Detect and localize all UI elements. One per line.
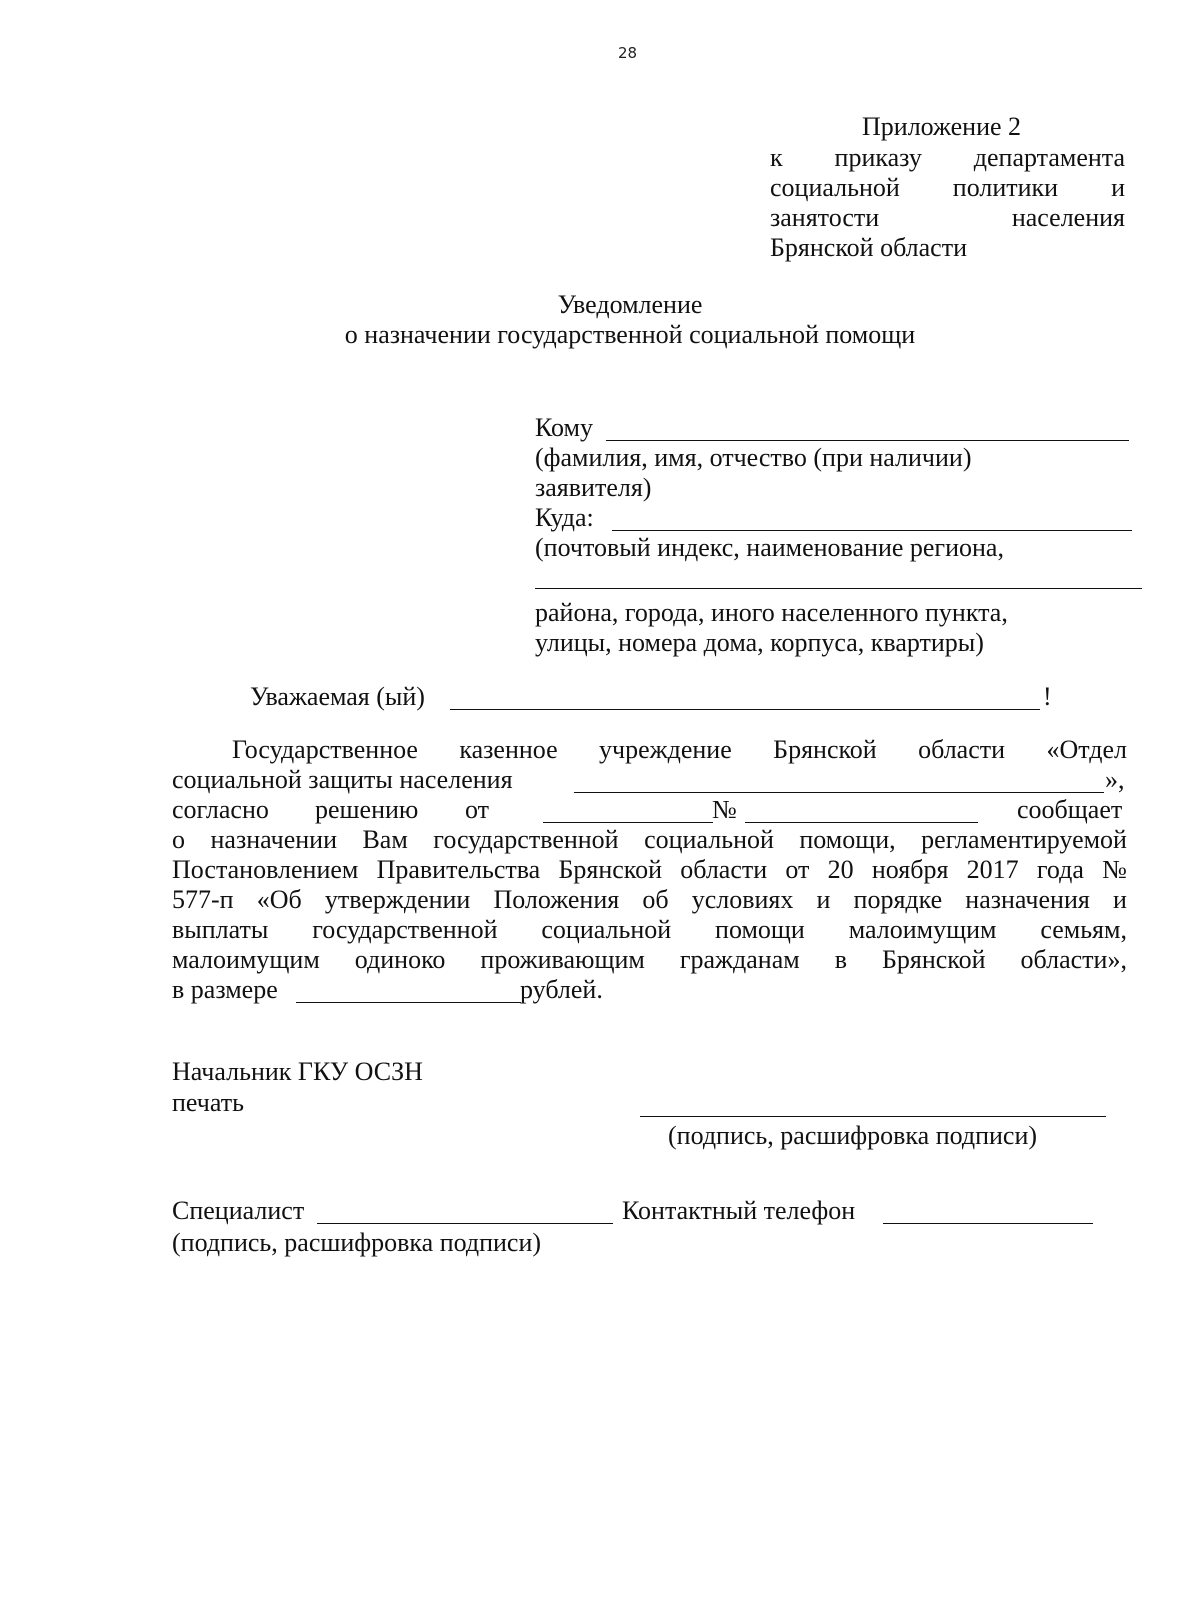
body-line-3-word-2: решению: [315, 795, 419, 824]
specialist-signature-hint: (подпись, расшифровка подписи): [172, 1228, 542, 1257]
department-field[interactable]: [574, 792, 1104, 793]
greeting-name-field[interactable]: [450, 709, 1040, 710]
to-hint-2: заявителя): [535, 473, 652, 502]
appendix-line-4: Брянской области: [770, 233, 967, 262]
body-line-3-number-sign: №: [712, 795, 737, 824]
where-label: Куда:: [535, 503, 594, 532]
to-hint-1: (фамилия, имя, отчество (при наличии): [535, 443, 972, 472]
appendix-line-3: занятости населения: [770, 203, 1125, 232]
greeting-label: Уважаемая (ый): [250, 682, 425, 711]
phone-field[interactable]: [883, 1223, 1093, 1224]
body-line-1: Государственное казенное учреждение Брянской области «Отдел: [232, 735, 1127, 764]
stamp-label: печать: [172, 1088, 244, 1117]
to-label: Кому: [535, 413, 594, 442]
specialist-label: Специалист: [172, 1196, 305, 1225]
body-line-9-end: рублей.: [520, 975, 603, 1004]
page-number: 28: [618, 44, 638, 62]
body-line-7: выплаты государственной социальной помощи малоимущим семьям,: [172, 915, 1127, 944]
head-signature-field[interactable]: [640, 1116, 1106, 1117]
body-line-2-label: социальной защиты населения: [172, 765, 513, 794]
body-line-5: Постановлением Правительства Брянской области от 20 ноября 2017 года №: [172, 855, 1127, 884]
heading-title: Уведомление: [557, 290, 703, 319]
where-hint-1: (почтовый индекс, наименование региона,: [535, 533, 1004, 562]
appendix-line-1: к приказу департамента: [770, 143, 1125, 172]
where-field-2[interactable]: [535, 588, 1142, 589]
body-line-2-end: »,: [1105, 765, 1125, 794]
head-title: Начальник ГКУ ОСЗН: [172, 1057, 423, 1086]
body-line-3-word-1: согласно: [172, 795, 269, 824]
amount-field[interactable]: [296, 1002, 521, 1003]
body-line-9-label: в размере: [172, 975, 278, 1004]
where-field[interactable]: [612, 530, 1132, 531]
body-line-4: о назначении Вам государственной социальной помощи, регламентируемой: [172, 825, 1127, 854]
decision-date-field[interactable]: [543, 822, 713, 823]
heading-subtitle: о назначении государственной социальной помощи: [344, 320, 916, 349]
to-field[interactable]: [606, 440, 1129, 441]
decision-number-field[interactable]: [745, 822, 978, 823]
body-line-3-word-3: от: [465, 795, 490, 824]
appendix-line-2: социальной политики и: [770, 173, 1125, 202]
appendix-title: Приложение 2: [862, 112, 1022, 141]
body-line-3-end: сообщает: [1017, 795, 1123, 824]
where-hint-3: улицы, номера дома, корпуса, квартиры): [535, 628, 984, 657]
head-signature-hint: (подпись, расшифровка подписи): [668, 1121, 1038, 1150]
greeting-end: !: [1043, 682, 1052, 711]
specialist-signature-field[interactable]: [317, 1223, 613, 1224]
body-line-8: малоимущим одиноко проживающим гражданам в Брянской области»,: [172, 945, 1127, 974]
phone-label: Контактный телефон: [622, 1196, 856, 1225]
where-hint-2: района, города, иного населенного пункта,: [535, 598, 1008, 627]
body-line-6: 577-п «Об утверждении Положения об условиях и порядке назначения и: [172, 885, 1127, 914]
